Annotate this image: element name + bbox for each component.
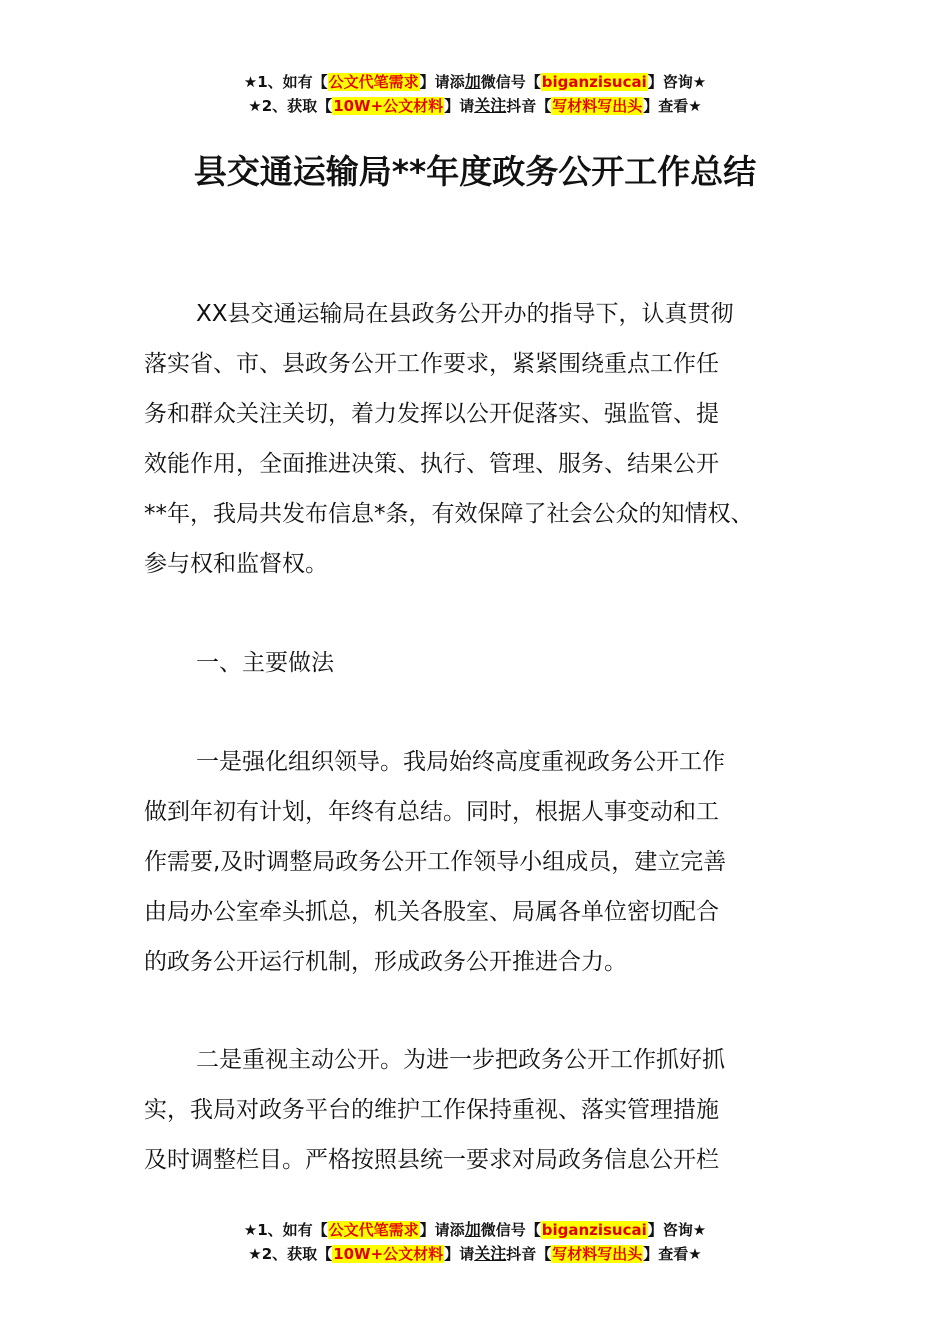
disclosure-paragraph	[144, 1035, 824, 1185]
paragraph-line: 二是重视主动公开。为进一步把政务公开工作抓好抓	[196, 1047, 725, 1073]
banner-text: 抖音【	[506, 1245, 552, 1263]
banner-line-2	[0, 94, 950, 118]
paragraph-line: 的政务公开运行机制，形成政务公开推进合力。	[144, 949, 627, 975]
banner-text: 】请	[444, 97, 475, 115]
paragraph-line: 及时调整栏目。严格按照县统一要求对局政务信息公开栏	[144, 1147, 719, 1173]
banner-line-2	[0, 1242, 950, 1266]
intro-paragraph	[144, 289, 824, 589]
banner-text: 】咨询★	[647, 73, 707, 91]
highlight-wechat-id: biganzisucai	[541, 73, 647, 91]
highlight-service: 公文代笔需求	[328, 73, 419, 91]
highlight-douyin-id: 写材料写出头	[552, 1245, 643, 1263]
banner-underlined: 关注	[474, 96, 507, 115]
banner-text: 】查看★	[643, 97, 702, 115]
banner-text: 】咨询★	[647, 1221, 707, 1239]
banner-text: 】请	[444, 1245, 475, 1263]
highlight-wechat-id: biganzisucai	[541, 1221, 647, 1239]
banner-underlined: 加	[464, 1220, 481, 1239]
highlight-service: 公文代笔需求	[328, 1221, 419, 1239]
highlight-douyin-id: 写材料写出头	[552, 97, 643, 115]
paragraph-line: 实，我局对政务平台的维护工作保持重视、落实管理措施	[144, 1097, 719, 1123]
bottom-banner	[0, 1218, 950, 1266]
banner-text: ★2、获取【	[248, 97, 333, 115]
banner-text: ★1、如有【	[243, 73, 328, 91]
paragraph-line: **年，我局共发布信息*条，有效保障了社会公众的知情权、	[144, 501, 754, 527]
banner-text: 抖音【	[506, 97, 552, 115]
paragraph-line: 做到年初有计划，年终有总结。同时，根据人事变动和工	[144, 799, 719, 825]
banner-text: 微信号【	[480, 73, 541, 91]
paragraph-line: 参与权和监督权。	[144, 551, 328, 577]
paragraph-line: XX县交通运输局在县政务公开办的指导下，认真贯彻	[196, 301, 734, 327]
paragraph-line: 务和群众关注关切，着力发挥以公开促落实、强监管、提	[144, 401, 719, 427]
section-heading	[144, 638, 824, 688]
document-title: 县交通运输局**年度政务公开工作总结	[193, 152, 757, 191]
banner-line-1	[0, 1218, 950, 1242]
highlight-materials: 10W+公文材料	[333, 1245, 444, 1263]
banner-text: ★1、如有【	[243, 1221, 328, 1239]
section-heading-text: 一、主要做法	[196, 650, 334, 676]
banner-text: 微信号【	[480, 1221, 541, 1239]
paragraph-line: 效能作用，全面推进决策、执行、管理、服务、结果公开	[144, 451, 719, 477]
banner-text: 】请添	[419, 73, 465, 91]
banner-text: 】查看★	[643, 1245, 702, 1263]
paragraph-line: 落实省、市、县政务公开工作要求，紧紧围绕重点工作任	[144, 351, 719, 377]
organization-paragraph	[144, 737, 824, 987]
paragraph-line: 一是强化组织领导。我局始终高度重视政务公开工作	[196, 749, 725, 775]
banner-text: ★2、获取【	[248, 1245, 333, 1263]
paragraph-line: 由局办公室牵头抓总，机关各股室、局属各单位密切配合	[144, 899, 719, 925]
paragraph-line: 作需要,及时调整局政务公开工作领导小组成员，建立完善	[144, 849, 727, 875]
banner-text: 】请添	[419, 1221, 465, 1239]
banner-line-1	[0, 70, 950, 94]
banner-underlined: 加	[464, 72, 481, 91]
banner-underlined: 关注	[474, 1244, 507, 1263]
highlight-materials: 10W+公文材料	[333, 97, 444, 115]
top-banner	[0, 70, 950, 118]
